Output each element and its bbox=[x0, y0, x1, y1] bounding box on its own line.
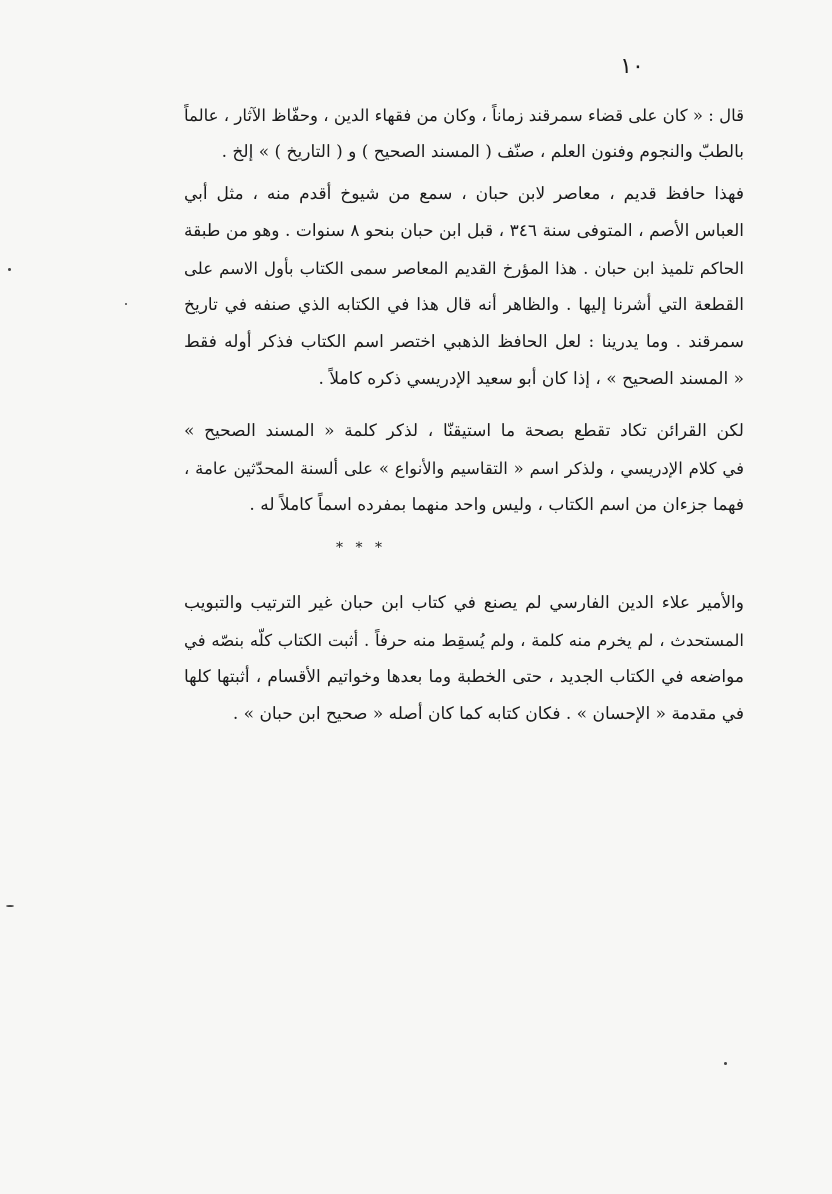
scan-speck bbox=[724, 1062, 727, 1065]
text-line: فهما جزءان من اسم الكتاب ، وليس واحد منهما بمفرده اسماً كاملاً له . bbox=[249, 495, 744, 515]
text-line: في مقدمة « الإحسان » . فكان كتابه كما كان أصله « صحيح ابن حبان » . bbox=[232, 704, 744, 724]
text-line: والأمير علاء الدين الفارسي لم يصنع في كتاب ابن حبان غير الترتيب والتبويب bbox=[184, 593, 744, 613]
page-number: ١٠ bbox=[620, 54, 644, 79]
text-line: في كلام الإدريسي ، ولذكر اسم « التقاسيم والأنواع » على ألسنة المحدّثين عامة ، bbox=[184, 459, 744, 478]
scan-speck bbox=[125, 303, 127, 305]
section-divider: * * * bbox=[336, 540, 386, 556]
paragraph-2 bbox=[184, 176, 744, 398]
text-line: العباس الأصم ، المتوفى سنة ٣٤٦ ، قبل ابن حبان بنحو ٨ سنوات . وهو من طبقة bbox=[184, 221, 744, 241]
text-line: فهذا حافظ قديم ، معاصر لابن حبان ، سمع من شيوخ أقدم منه ، مثل أبي bbox=[184, 184, 744, 204]
scan-speck bbox=[8, 268, 11, 271]
paragraph-3 bbox=[184, 413, 744, 524]
paragraph-1 bbox=[184, 97, 744, 171]
text-line: « المسند الصحيح » ، إذا كان أبو سعيد الإدريسي ذكره كاملاً . bbox=[318, 369, 744, 389]
text-line: سمرقند . وما يدرينا : لعل الحافظ الذهبي اختصر اسم الكتاب فذكر أوله فقط bbox=[184, 332, 744, 352]
text-line: الحاكم تلميذ ابن حبان . هذا المؤرخ القديم المعاصر سمى الكتاب بأول الاسم على bbox=[184, 259, 744, 278]
text-line: لكن القرائن تكاد تقطع بصحة ما استيقنّا ، لذكر كلمة « المسند الصحيح » bbox=[184, 421, 744, 441]
paragraph-4 bbox=[184, 585, 744, 733]
text-line: المستحدث ، لم يخرم منه كلمة ، ولم يُسقِط منه حرفاً . أثبت الكتاب كلّه بنصّه في bbox=[184, 631, 744, 650]
scan-speck bbox=[6, 905, 14, 907]
text-line: القطعة التي أشرنا إليها . والظاهر أنه قال هذا في الكتابه الذي صنفه في تاريخ bbox=[184, 295, 744, 315]
text-line: مواضعه في الكتاب الجديد ، حتى الخطبة وما بعدها وخواتيم الأقسام ، أثبتها كلها bbox=[184, 667, 744, 687]
text-line: بالطبّ والنجوم وفنون العلم ، صنّف ( المسند الصحيح ) و ( التاريخ ) » إلخ . bbox=[221, 142, 744, 162]
text-line: قال : « كان على قضاء سمرقند زماناً ، وكان من فقهاء الدين ، وحفّاظ الآثار ، عالماً bbox=[184, 106, 744, 125]
